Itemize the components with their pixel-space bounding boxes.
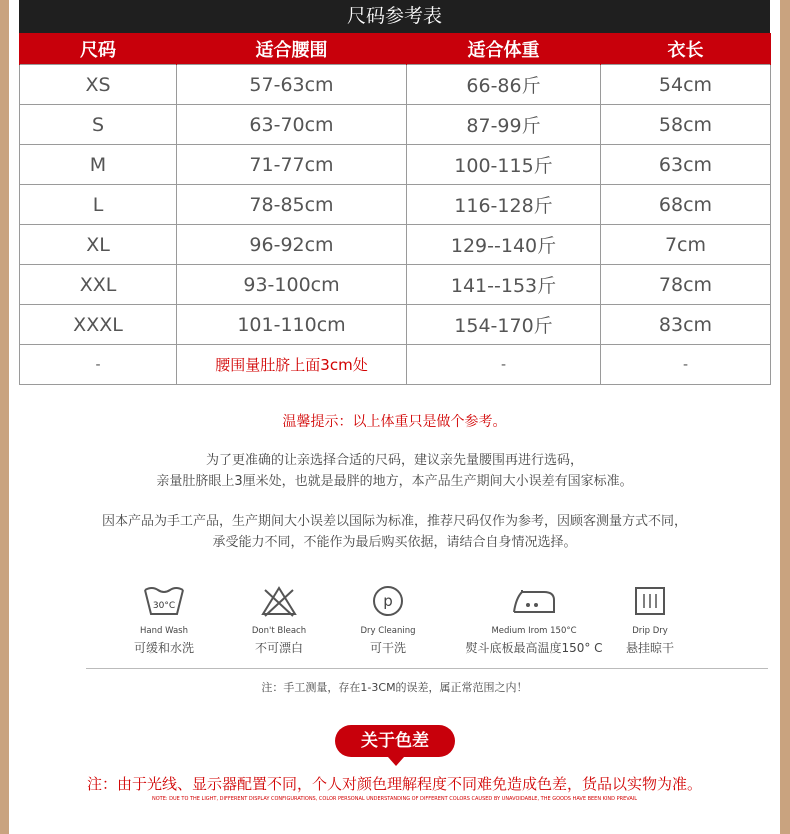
table-row bbox=[20, 225, 771, 265]
cell-waist: 63-70cm bbox=[177, 105, 407, 145]
disclaimer-line: 因本产品为手工产品，生产期间大小误差以国际为标准，推荐尺码仅作为参考，因顾客测量方式不同， bbox=[101, 514, 687, 529]
cell-waist: 71-77cm bbox=[177, 145, 407, 185]
care-cn-label: 悬挂晾干 bbox=[625, 641, 674, 655]
header-waist: 适合腰围 bbox=[177, 33, 407, 65]
cell-length: 58cm bbox=[601, 105, 771, 145]
cell-weight: - bbox=[407, 345, 601, 385]
cell-size: L bbox=[20, 185, 177, 225]
cell-length: 7cm bbox=[601, 225, 771, 265]
table-row bbox=[20, 345, 771, 385]
measure-error-note: 注：手工测量，存在1-3CM的误差，属正常范围之内！ bbox=[261, 681, 528, 694]
wash-temp-label: 30°C bbox=[152, 601, 176, 611]
drip-dry-icon bbox=[632, 584, 668, 618]
no-bleach-icon bbox=[259, 584, 299, 618]
color-difference-note: 注：由于光线、显示器配置不同，个人对颜色理解程度不同难免造成色差，货品以实物为准。 bbox=[86, 775, 702, 793]
cell-size: - bbox=[20, 345, 177, 385]
cell-size: XXL bbox=[20, 265, 177, 305]
care-instructions bbox=[9, 584, 780, 664]
cell-length: 83cm bbox=[601, 305, 771, 345]
cell-length: 78cm bbox=[601, 265, 771, 305]
page-title: 尺码参考表 bbox=[19, 0, 770, 33]
warm-tip: 温馨提示：以上体重只是做个参考。 bbox=[282, 414, 507, 430]
cell-weight: 66-86斤 bbox=[407, 65, 601, 105]
color-difference-heading: 关于色差 bbox=[335, 725, 455, 757]
header-length: 衣长 bbox=[601, 33, 771, 65]
cell-waist: 93-100cm bbox=[177, 265, 407, 305]
advice-line: 亲量肚脐眼上3厘米处，也就是最胖的地方，本产品生产期间大小误差有国家标准。 bbox=[156, 474, 633, 489]
disclaimer-line: 承受能力不同，不能作为最后购买依据，请结合自身情况选择。 bbox=[212, 535, 577, 550]
heading-arrow-icon bbox=[388, 757, 404, 766]
care-dry-clean bbox=[328, 584, 448, 656]
cell-waist: 57-63cm bbox=[177, 65, 407, 105]
cell-size: S bbox=[20, 105, 177, 145]
cell-size: M bbox=[20, 145, 177, 185]
table-header-row bbox=[20, 33, 771, 65]
care-hand-wash bbox=[104, 584, 224, 656]
care-cn-label: 可干洗 bbox=[369, 641, 406, 655]
cell-weight: 87-99斤 bbox=[407, 105, 601, 145]
advice-paragraph bbox=[9, 450, 780, 492]
care-en-label: Hand Wash bbox=[140, 626, 188, 636]
cell-weight: 141--153斤 bbox=[407, 265, 601, 305]
table-row bbox=[20, 65, 771, 105]
cell-weight: 129--140斤 bbox=[407, 225, 601, 265]
cell-size: XL bbox=[20, 225, 177, 265]
cell-weight: 154-170斤 bbox=[407, 305, 601, 345]
cell-length: 63cm bbox=[601, 145, 771, 185]
header-size: 尺码 bbox=[20, 33, 177, 65]
cell-weight: 100-115斤 bbox=[407, 145, 601, 185]
table-row bbox=[20, 145, 771, 185]
page-content bbox=[9, 0, 780, 834]
cell-size: XXXL bbox=[20, 305, 177, 345]
hand-wash-icon bbox=[142, 584, 186, 618]
cell-weight: 116-128斤 bbox=[407, 185, 601, 225]
cell-length: - bbox=[601, 345, 771, 385]
table-row bbox=[20, 185, 771, 225]
care-cn-label: 可缓和水洗 bbox=[133, 641, 194, 655]
waist-measure-note: 腰围量肚脐上面3cm处 bbox=[177, 345, 407, 385]
cell-waist: 96-92cm bbox=[177, 225, 407, 265]
dry-clean-letter: p bbox=[383, 592, 393, 610]
cell-length: 68cm bbox=[601, 185, 771, 225]
table-row bbox=[20, 265, 771, 305]
cell-length: 54cm bbox=[601, 65, 771, 105]
care-en-label: Don't Bleach bbox=[251, 626, 307, 636]
header-weight: 适合体重 bbox=[407, 33, 601, 65]
color-difference-note-en: NOTE: DUE TO THE LIGHT, DIFFERENT DISPLAY CONFIGURATIONS, COLOR PERSONAL UNDERSTANDING OF DIFFERENT COLORS CAUSED BY UNAVOIDABLE, THE GOODS HAVE BEEN KIND PREVAIL bbox=[151, 796, 638, 802]
cell-waist: 101-110cm bbox=[177, 305, 407, 345]
disclaimer-paragraph bbox=[9, 511, 780, 553]
care-cn-label: 不可漂白 bbox=[254, 641, 303, 655]
divider bbox=[86, 668, 768, 669]
cell-size: XS bbox=[20, 65, 177, 105]
advice-line: 为了更准确的让亲选择合适的尺码，建议亲先量腰围再进行选码， bbox=[205, 453, 583, 468]
table-row bbox=[20, 305, 771, 345]
care-en-label: Drip Dry bbox=[632, 626, 668, 636]
dry-clean-icon bbox=[370, 584, 406, 618]
care-en-label: Dry Cleaning bbox=[360, 626, 416, 636]
care-en-label: Medium Irom 150°C bbox=[491, 626, 577, 636]
iron-icon bbox=[510, 584, 558, 618]
care-no-bleach bbox=[219, 584, 339, 656]
size-table bbox=[19, 33, 771, 385]
cell-waist: 78-85cm bbox=[177, 185, 407, 225]
care-cn-label: 熨斗底板最高温度150° C bbox=[465, 641, 603, 655]
care-drip-dry bbox=[590, 584, 710, 656]
table-row bbox=[20, 105, 771, 145]
